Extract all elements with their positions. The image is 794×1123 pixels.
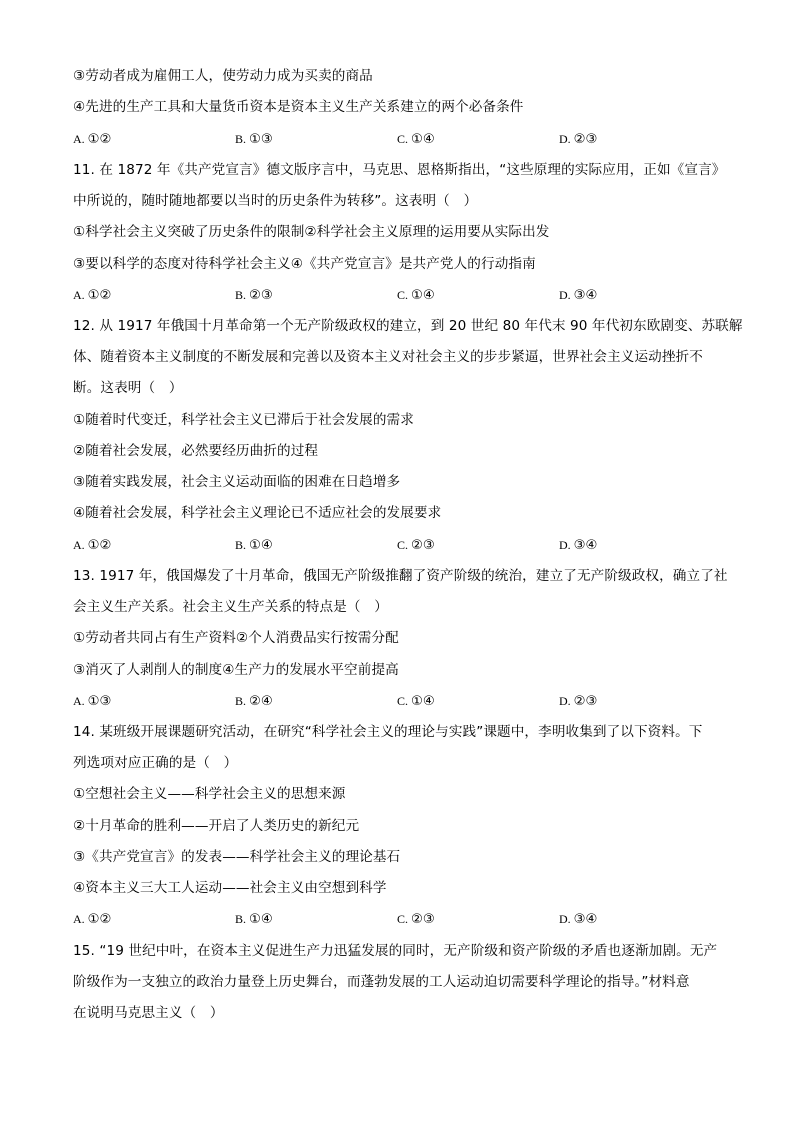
q13-option-c[interactable]: C. ①④ [397,694,435,709]
q12-statement-2: ②随着社会发展，必然要经历曲折的过程 [73,443,319,459]
q13-options [73,691,673,711]
q12-stem-line-3: 断。这表明（ ） [73,380,183,396]
q14-statement-2: ②十月革命的胜利——开启了人类历史的新纪元 [73,818,360,834]
q12-stem-line-1: 12. 从 1917 年俄国十月革命第一个无产阶级政权的建立，到 20 世纪 80 年代末 90 年代初东欧剧变、苏联解 [73,318,743,334]
q11-option-d[interactable]: D. ③④ [559,288,598,303]
q13-option-b[interactable]: B. ②④ [235,694,273,709]
q14-statement-4: ④资本主义三大工人运动——社会主义由空想到科学 [73,880,387,896]
q12-statement-4: ④随着社会发展，科学社会主义理论已不适应社会的发展要求 [73,505,442,521]
q14-stem-line-2: 列选项对应正确的是（ ） [73,755,238,771]
q13-statements-3-4: ③消灭了人剥削人的制度④生产力的发展水平空前提高 [73,662,399,678]
q13-option-a[interactable]: A. ①③ [73,694,112,709]
q11-options [73,285,673,305]
q10-statement-4: ④先进的生产工具和大量货币资本是资本主义生产关系建立的两个必备条件 [73,99,524,115]
q11-statements-1-2: ①科学社会主义突破了历史条件的限制②科学社会主义原理的运用要从实际出发 [73,224,550,240]
q14-option-c[interactable]: C. ②③ [397,912,435,927]
q10-options [73,129,673,149]
q10-option-d[interactable]: D. ②③ [559,132,598,147]
q11-stem-line-2: 中所说的，随时随地都要以当时的历史条件为转移”。这表明（ ） [73,193,478,209]
q10-statement-3: ③劳动者成为雇佣工人，使劳动力成为买卖的商品 [73,68,373,84]
q13-option-d[interactable]: D. ②③ [559,694,598,709]
q11-stem-line-1: 11. 在 1872 年《共产党宣言》德文版序言中，马克思、恩格斯指出，“这些原理的实际应用，正如《宣言》 [73,162,726,178]
q14-option-b[interactable]: B. ①④ [235,912,273,927]
q10-option-b[interactable]: B. ①③ [235,132,273,147]
q14-statement-3: ③《共产党宣言》的发表——科学社会主义的理论基石 [73,849,401,865]
q13-stem-line-2: 会主义生产关系。社会主义生产关系的特点是（ ） [73,599,388,615]
q14-option-a[interactable]: A. ①② [73,912,112,927]
q11-option-c[interactable]: C. ①④ [397,288,435,303]
q13-stem-line-1: 13. 1917 年，俄国爆发了十月革命，俄国无产阶级推翻了资产阶级的统治，建立了无产阶级政权，确立了社 [73,568,728,584]
q14-options [73,909,673,929]
q12-option-b[interactable]: B. ①④ [235,538,273,553]
q15-stem-line-1: 15. “19 世纪中叶，在资本主义促进生产力迅猛发展的同时，无产阶级和资产阶级的矛盾也逐渐加剧。无产 [73,943,718,959]
q13-statements-1-2: ①劳动者共同占有生产资料②个人消费品实行按需分配 [73,630,399,646]
q14-stem-line-1: 14. 某班级开展课题研究活动，在研究“科学社会主义的理论与实践”课题中，李明收集到了以下资料。下 [73,724,703,740]
q12-stem-line-2: 体、随着资本主义制度的不断发展和完善以及资本主义对社会主义的步步紧逼，世界社会主义运动挫折不 [73,349,703,365]
q15-stem-line-3: 在说明马克思主义（ ） [73,1005,224,1021]
q15-stem-line-2: 阶级作为一支独立的政治力量登上历史舞台，而蓬勃发展的工人运动迫切需要科学理论的指导。”材料意 [73,974,690,990]
q12-options [73,535,673,555]
q11-statements-3-4: ③要以科学的态度对待科学社会主义④《共产党宣言》是共产党人的行动指南 [73,256,536,272]
q10-option-a[interactable]: A. ①② [73,132,112,147]
q12-option-a[interactable]: A. ①② [73,538,112,553]
q14-statement-1: ①空想社会主义——科学社会主义的思想来源 [73,786,346,802]
q11-option-a[interactable]: A. ①② [73,288,112,303]
q11-option-b[interactable]: B. ②③ [235,288,273,303]
q12-option-c[interactable]: C. ②③ [397,538,435,553]
q12-statement-3: ③随着实践发展，社会主义运动面临的困难在日趋增多 [73,474,401,490]
q12-statement-1: ①随着时代变迁，科学社会主义已滞后于社会发展的需求 [73,412,414,428]
q10-option-c[interactable]: C. ①④ [397,132,435,147]
q12-option-d[interactable]: D. ③④ [559,538,598,553]
q14-option-d[interactable]: D. ③④ [559,912,598,927]
